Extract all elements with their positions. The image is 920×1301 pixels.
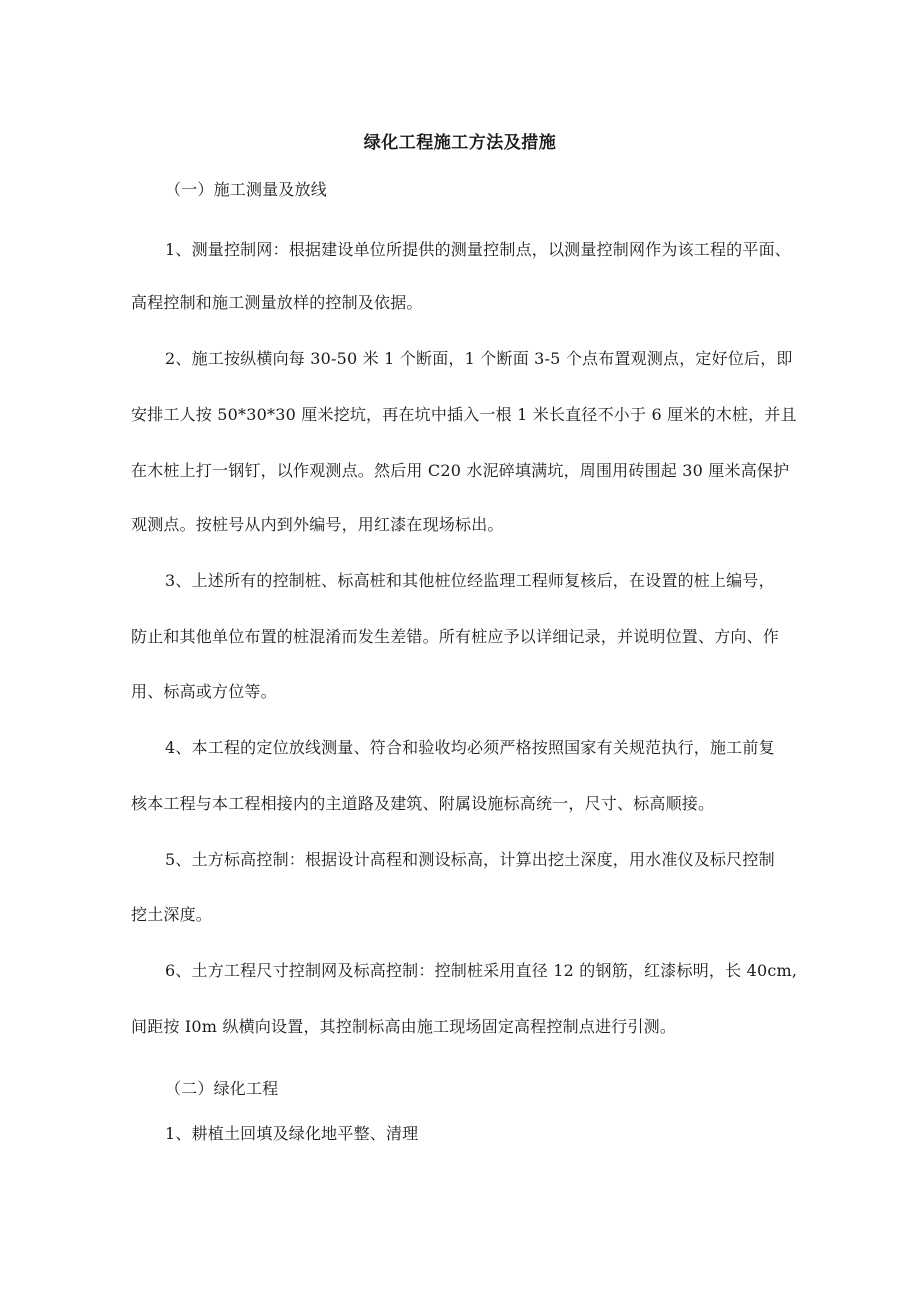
section-heading-greening: （二）绿化工程 [165, 1079, 279, 1098]
paragraph-3-line-2: 防止和其他单位布置的桩混淆而发生差错。所有桩应予以详细记录，并说明位置、方向、作 [131, 627, 780, 646]
paragraph-6-line-1: 6、土方工程尺寸控制网及标高控制：控制桩采用直径 12 的钢筋，红漆标明，长 40cm, [165, 961, 798, 980]
paragraph-4-line-1: 4、本工程的定位放线测量、符合和验收均必须严格按照国家有关规范执行，施工前复 [165, 738, 775, 757]
paragraph-2-line-4: 观测点。按桩号从内到外编号，用红漆在现场标出。 [131, 515, 504, 534]
paragraph-6-line-2: 间距按 I0m 纵横向设置，其控制标高由施工现场固定高程控制点进行引测。 [131, 1017, 677, 1036]
paragraph-5-line-1: 5、土方标高控制：根据设计高程和测设标高，计算出挖土深度，用水准仪及标尺控制 [165, 850, 775, 869]
paragraph-1-line-2: 高程控制和施工测量放样的控制及依据。 [131, 293, 423, 312]
document-title: 绿化工程施工方法及措施 [363, 133, 557, 153]
paragraph-3-line-3: 用、标高或方位等。 [131, 682, 277, 701]
paragraph-3-line-1: 3、上述所有的控制桩、标高桩和其他桩位经监理工程师复核后，在设置的桩上编号， [165, 571, 775, 590]
paragraph-2-line-3: 在木桩上打一钢钉，以作观测点。然后用 C20 水泥碎填满坑，周围用砖围起 30 厘米高保护 [131, 461, 790, 480]
paragraph-5-line-2: 挖土深度。 [131, 905, 213, 924]
paragraph-2-line-1: 2、施工按纵横向每 30-50 米 1 个断面，1 个断面 3-5 个点布置观测点，定好位后，即 [165, 349, 793, 368]
paragraph-4-line-2: 核本工程与本工程相接内的主道路及建筑、附属设施标高统一，尺寸、标高顺接。 [131, 794, 715, 813]
list-item-topsoil-backfill: 1、耕植土回填及绿化地平整、清理 [165, 1124, 419, 1143]
section-heading-survey: （一）施工测量及放线 [165, 180, 328, 199]
paragraph-1-line-1: 1、测量控制网：根据建设单位所提供的测量控制点，以测量控制网作为该工程的平面、 [165, 240, 791, 259]
paragraph-2-line-2: 安排工人按 50*30*30 厘米挖坑，再在坑中插入一根 1 米长直径不小于 6 厘米的木桩，并且 [131, 405, 797, 424]
